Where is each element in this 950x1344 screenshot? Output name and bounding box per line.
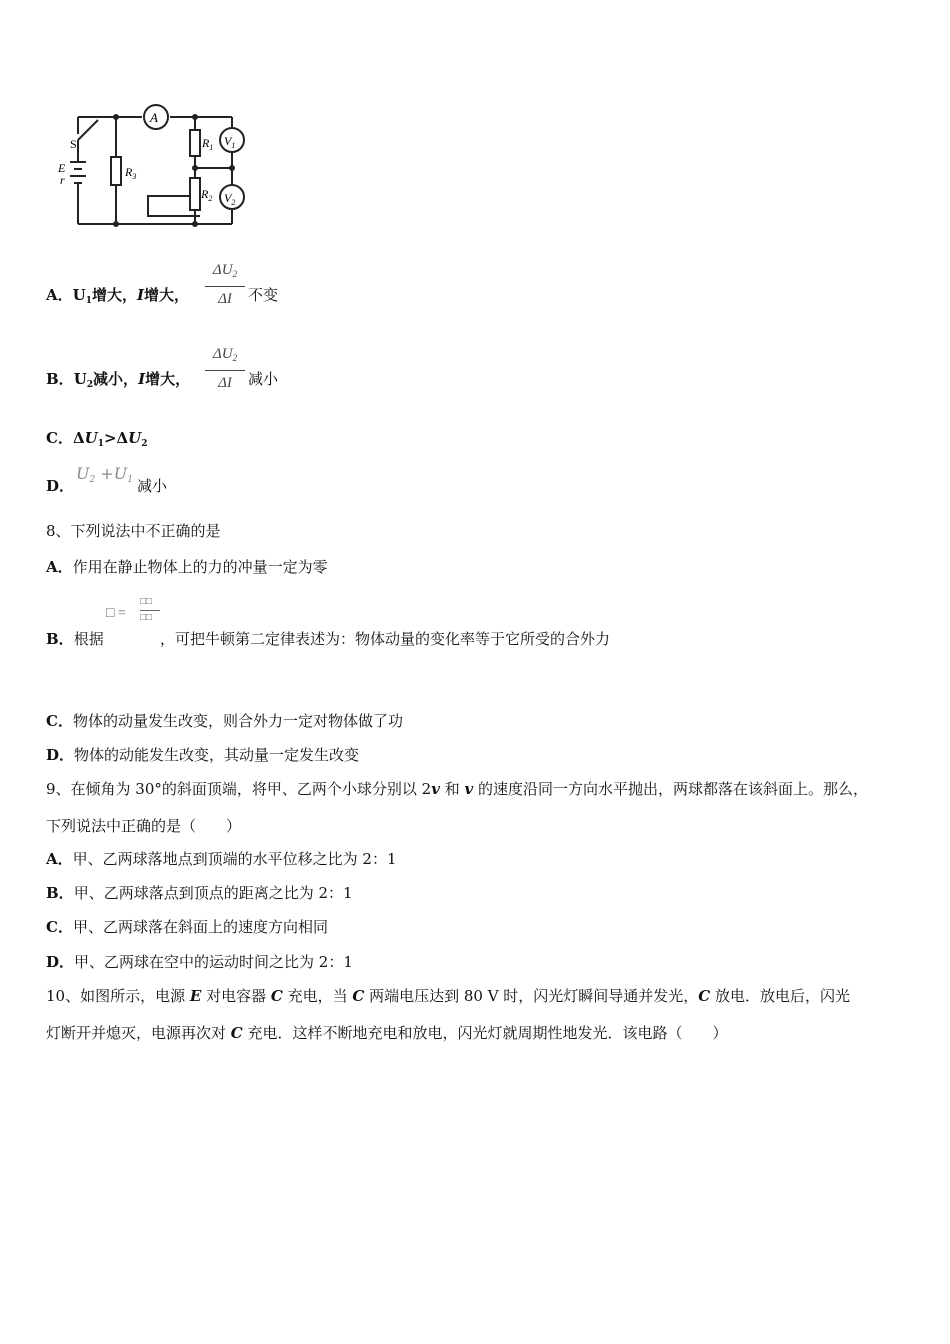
switch-label: S (70, 137, 77, 151)
q7-d-tail: 减小 (137, 477, 168, 495)
q7-option-d-letter: D． (46, 477, 75, 495)
q9-stem-line2: 下列说法中正确的是（ ） (46, 817, 242, 835)
q9-option-c: C．甲、乙两球落在斜面上的速度方向相同 (46, 918, 328, 936)
r2-label: $R_2$ (201, 187, 213, 203)
q7-option-c: C．$\Delta U_1>\Delta U_2$ (46, 429, 148, 449)
q10-stem-line1: 10、如图所示，电源 E 对电容器 C 充电，当 C 两端电压达到 80 V 时，闪光灯瞬间导通并发光，C 放电．放电后，闪光 (46, 987, 851, 1005)
q9-stem-line1: 9、在倾角为 30°的斜面顶端，将甲、乙两个小球分别以 2v 和 v 的速度沿同一方向水平抛出，两球都落在该斜面上。那么， (46, 780, 868, 798)
q7-b-tail: 减小 (248, 370, 279, 388)
emf-label: E (58, 161, 66, 175)
q9-option-a: A．甲、乙两球落地点到顶端的水平位移之比为 2：1 (46, 850, 397, 868)
q8-option-b-rest: ，可把牛顿第二定律表述为：物体动量的变化率等于它所受的合外力 (160, 630, 611, 648)
q10-stem-line2: 灯断开并熄灭，电源再次对 C 充电．这样不断地充电和放电，闪光灯就周期性地发光．该电路（ ） (46, 1024, 728, 1042)
q7-a-tail: 不变 (248, 286, 279, 304)
q9-option-d: D．甲、乙两球在空中的运动时间之比为 2：1 (46, 953, 353, 971)
q7-a-fraction: $\Delta U_2$ ΔI (205, 260, 245, 309)
q8-option-a: A．作用在静止物体上的力的冲量一定为零 (46, 558, 328, 576)
q8-option-d: D．物体的动能发生改变，其动量一定发生改变 (46, 746, 360, 764)
v1-label: $V_1$ (224, 134, 236, 150)
q8-option-c: C．物体的动量发生改变，则合外力一定对物体做了功 (46, 712, 403, 730)
q8-stem: 8、下列说法中不正确的是 (46, 522, 221, 540)
q7-option-b: B．$U_2$减小，I增大， (46, 370, 191, 390)
internal-r-label: r (60, 173, 65, 187)
v2-label: $V_2$ (224, 191, 236, 207)
q7-b-fraction: $\Delta U_2$ ΔI (205, 344, 245, 393)
ammeter-label: A (150, 110, 158, 125)
q7-option-a: A．$U_1$增大，I增大， (46, 286, 190, 306)
r1-label: $R_1$ (202, 136, 214, 152)
q8-option-b: B．根据 (46, 630, 104, 648)
q9-option-b: B．甲、乙两球落点到顶点的距离之比为 2：1 (46, 884, 353, 902)
q7-d-expression: $U_2 +U_1$ (76, 464, 133, 485)
r3-label: $R_3$ (125, 165, 137, 181)
circuit-diagram (52, 100, 282, 235)
